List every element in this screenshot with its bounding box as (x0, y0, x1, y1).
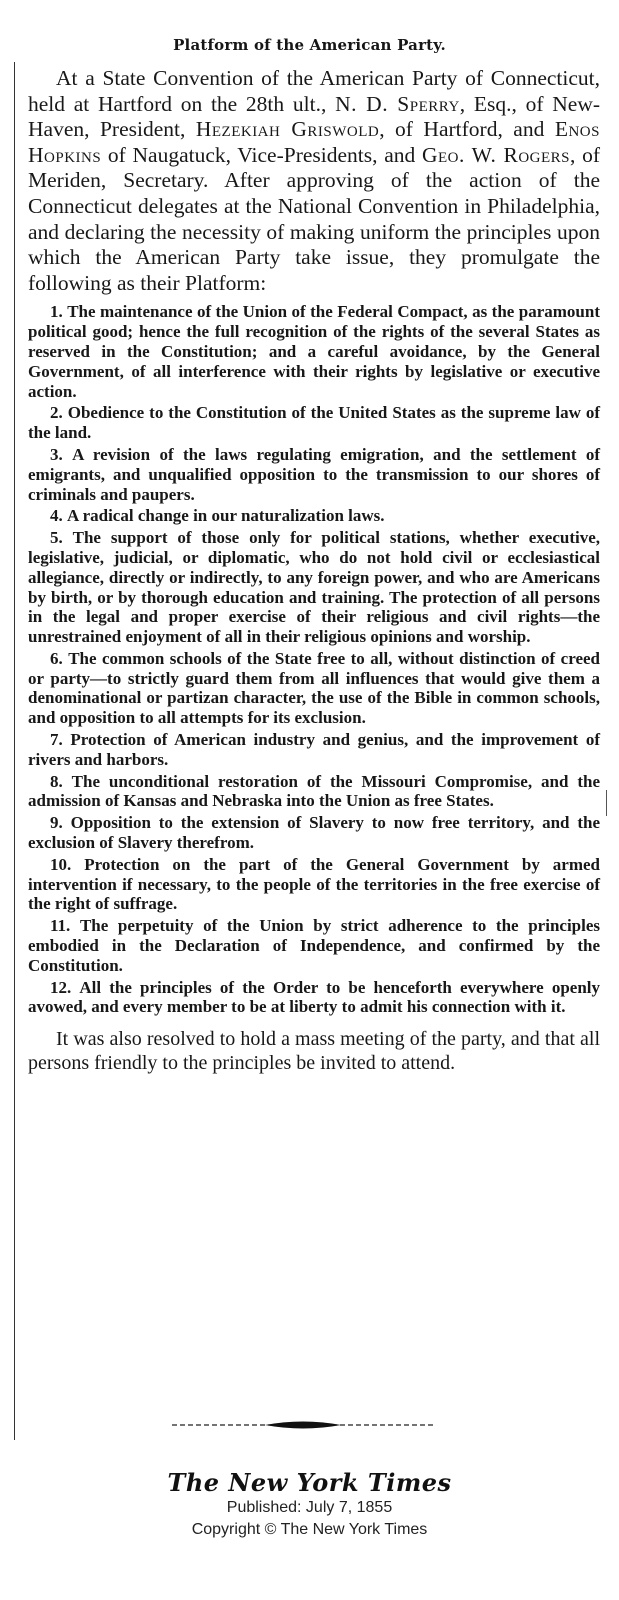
item-text: The common schools of the State free to all, without distinction of creed or party—to strictly guard them from all influences that would give them a denominational or partizan character, the use of the Bible in common schools, and opposition to all attempts for its exclusion. (28, 648, 600, 728)
item-number: 3. (50, 444, 63, 464)
item-number: 2. (50, 403, 63, 423)
column-rule-left (14, 62, 15, 1440)
footer (0, 1468, 619, 1541)
item-text: All the principles of the Order to be henceforth everywhere openly avowed, and every member to be at liberty to admit his connection with it. (28, 977, 600, 1017)
secretary-name: Geo. W. Rogers (421, 142, 571, 167)
divider-ornament (170, 1418, 436, 1432)
published-date: Published: July 7, 1855 (226, 1499, 393, 1516)
intro-text-1: At a State Convention of the American Party of Connecticut, held at Hartford on the 28th ult., (28, 66, 600, 116)
item-text: Protection of American industry and genius, and the improvement of rivers and harbors. (28, 730, 600, 769)
item-text: A revision of the laws regulating emigration, and the settlement of emigrants, and unqualified opposition to the transmission to our shores of criminals and paupers. (28, 444, 601, 504)
item-text: The unconditional restoration of the Missouri Compromise, and the admission of Kansas and Nebraska into the Union as free States. (28, 771, 600, 811)
item-number: 11. (50, 916, 71, 936)
item-text: A radical change in our naturalization laws. (67, 506, 385, 526)
item-number: 4. (50, 506, 63, 526)
vice-president-name-1: Hezekiah Griswold (195, 117, 380, 142)
platform-item-9 (28, 813, 600, 853)
item-number: 5. (50, 528, 63, 548)
item-text: The support of those only for political stations, whether executive, legislative, judicial, or diplomatic, who do not hold civil or ecclesiastical allegiance, directly or indirectly, to any foreign power, and who are Americans by birth, or by thorough education and training. The protection of all persons in the legal and proper exercise of their religious and civil rights—the unrestrained enjoyment of all in their religious opinions and worship. (28, 528, 600, 647)
item-text: The perpetuity of the Union by strict adherence to the principles embodied in the Declaration of Independence, and confirmed by the Constitution. (28, 916, 601, 975)
platform-item-8 (28, 772, 600, 812)
item-text: Protection on the part of the General Government by armed intervention if necessary, to the people of the territories in the free exercise of the right of suffrage. (28, 854, 600, 914)
item-number: 12. (50, 977, 72, 997)
article-intro (28, 66, 600, 296)
platform-item-4 (28, 506, 600, 526)
item-number: 7. (50, 730, 63, 750)
copyright-notice: Copyright © The New York Times (191, 1521, 428, 1538)
platform-item-1 (28, 302, 600, 401)
vice-president-name-2: Enos Hopkins (28, 117, 600, 167)
item-text: Obedience to the Constitution of the United States as the supreme law of the land. (28, 403, 600, 443)
item-number: 8. (50, 771, 63, 791)
item-number: 6. (50, 648, 63, 668)
article-body (28, 66, 600, 1075)
item-number: 1. (50, 302, 63, 322)
platform-list (28, 302, 600, 1017)
intro-text-3: , of Hartford, and (379, 117, 555, 142)
platform-item-6 (28, 649, 600, 728)
item-number: 9. (50, 813, 63, 833)
platform-item-12 (28, 978, 600, 1018)
item-text: The maintenance of the Union of the Federal Compact, as the paramount political good; hence the full recognition of the rights of the several States as reserved in the Constitution; and a careful avoidance, by the General Government, of all interference with their rights by legislative or executive action. (28, 302, 600, 401)
platform-item-7 (28, 730, 600, 770)
intro-text-4: of Naugatuck, Vice-Presidents, and (101, 142, 422, 167)
intro-text-5: , of Meriden, Secretary. After approving of the action of the Connecticut delegates at the National Convention in Philadelphia, and declaring the necessity of making uniform the principles upon which the American Party take issue, they promulgate the following as their Platform: (28, 142, 601, 295)
platform-item-11 (28, 916, 600, 975)
platform-item-2 (28, 403, 600, 443)
item-number: 10. (50, 854, 72, 874)
platform-item-3 (28, 445, 600, 504)
article-closing: It was also resolved to hold a mass meeting of the party, and that all persons friendly to the principles be invited to attend. (28, 1028, 600, 1075)
article-title: Platform of the American Party. (173, 36, 446, 54)
intro-text-2: , Esq., of New-Haven, President, (28, 91, 601, 142)
president-name: N. D. Sperry (335, 91, 460, 116)
item-text: Opposition to the extension of Slavery to now free territory, and the exclusion of Slavery therefrom. (28, 813, 601, 853)
platform-item-10 (28, 855, 600, 914)
platform-item-5 (28, 528, 600, 647)
column-rule-right (606, 790, 607, 816)
newspaper-masthead: The New York Times (167, 1468, 452, 1497)
